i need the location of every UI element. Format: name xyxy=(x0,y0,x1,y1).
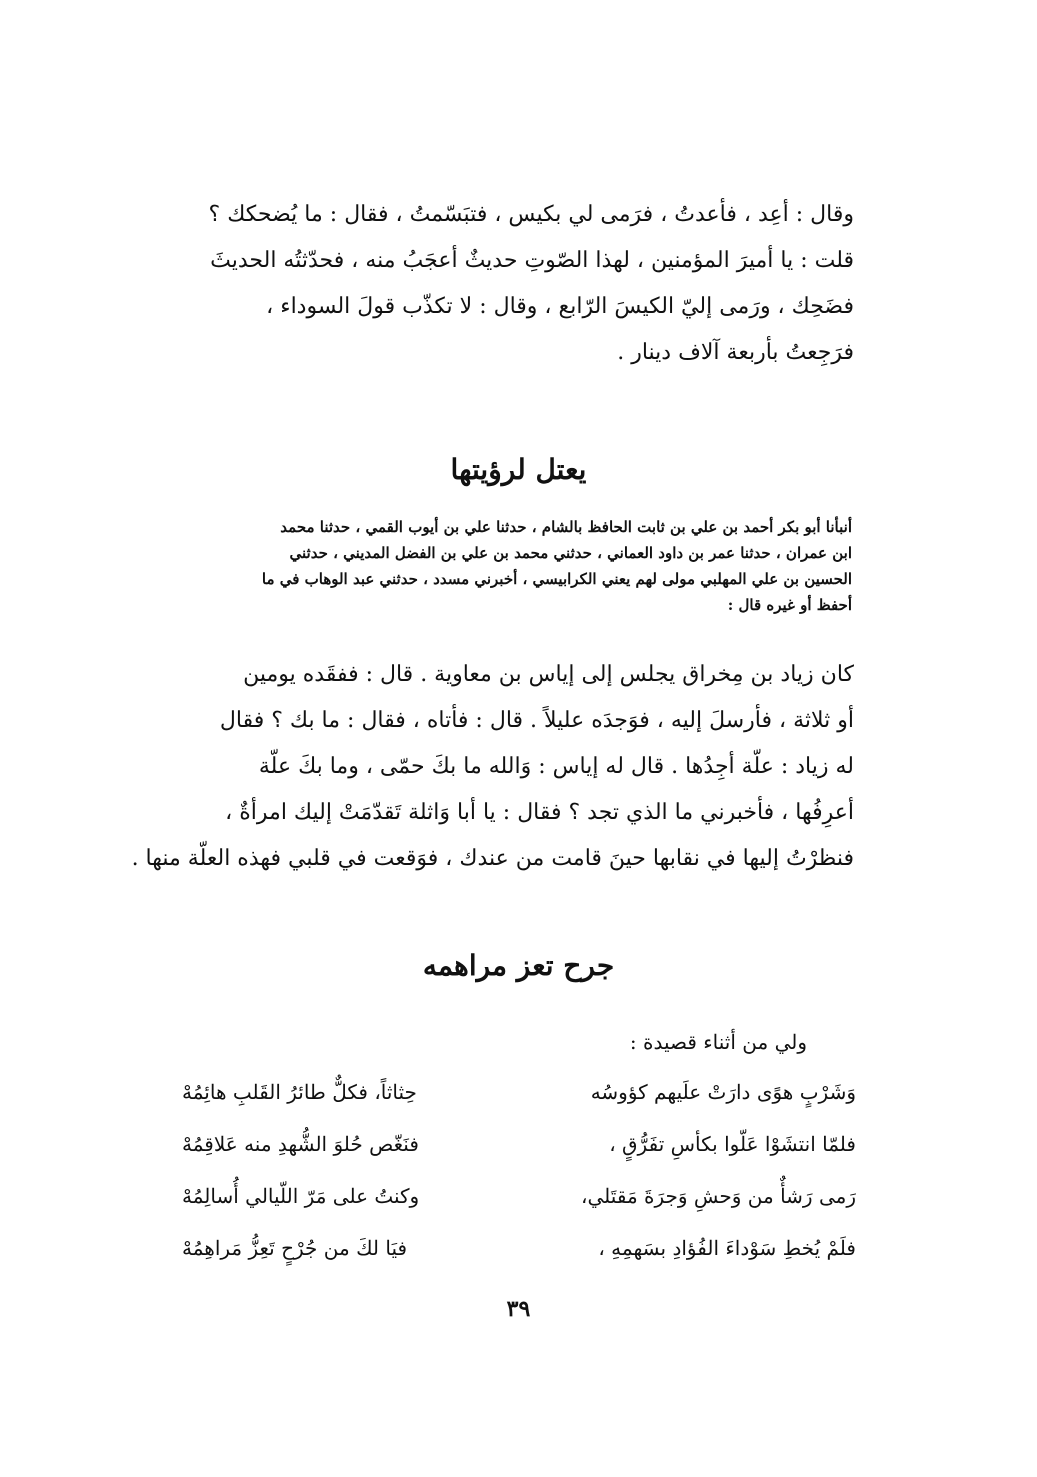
story-paragraph xyxy=(131,652,854,882)
isnad-paragraph xyxy=(196,514,852,618)
text-line: كان زياد بن مِخراق يجلس إلى إياس بن معاوية . قال : ففقَده يومين xyxy=(243,662,854,687)
text-line: أو ثلاثة ، فأرسلَ إليه ، فوَجدَه عليلاً . قال : فأتاه ، فقال : ما بك ؟ فقال xyxy=(219,708,854,733)
text-line: فرَجِعتُ بأربعة آلاف دينار . xyxy=(617,340,854,365)
poem-verse xyxy=(182,1118,856,1170)
text-line: له زياد : علّة أجِدُها . قال له إياس : وَالله ما بكَ حمّى ، وما بكَ علّة xyxy=(258,754,854,779)
hemistich-second: وكنتُ على مَرّ اللّيالي أُسالِمُهْ xyxy=(182,1184,420,1208)
hemistich-first: فلَمْ يُخطِ سَوْداءَ الفُؤادِ بسَهمِهِ ، xyxy=(598,1236,856,1260)
text-line: الحسين بن علي المهلبي مولى لهم يعني الكرابيسي ، أخبرني مسدد ، حدثني عبد الوهاب في ما xyxy=(261,570,852,588)
text-line: فضَحِك ، ورَمى إليّ الكيسَ الرّابع ، وقال : لا تكذّب قولَ السوداء ، xyxy=(266,294,854,319)
page-number: ٣٩ xyxy=(506,1296,531,1322)
section-title: جرح تعز مراهمه xyxy=(422,949,615,982)
hemistich-first: رَمى رَشأٌ من وَحشِ وَجرَةَ مَقتَلي، xyxy=(581,1184,856,1208)
poem-verse xyxy=(182,1170,856,1222)
text-line: أحفظ أو غيره قال : xyxy=(727,596,852,614)
hemistich-second: فنَغّص حُلوَ الشُّهدِ منه عَلاقِمُهْ xyxy=(182,1132,419,1156)
intro-paragraph xyxy=(190,192,854,376)
poem-intro: ولي من أثناء قصيدة : xyxy=(629,1030,807,1054)
hemistich-second: حِثاثاً، فكلٌّ طائرُ القَلبِ هائِمُهْ xyxy=(182,1080,417,1104)
hemistich-first: فلمّا انتشَوْا عَلّوا بكأسِ تفَرُّقٍ ، xyxy=(609,1132,856,1156)
section-title: يعتل لرؤيتها xyxy=(450,453,587,486)
hemistich-second: فيَا لكَ من جُرْحٍ تَعِزُّ مَراهِمُهْ xyxy=(182,1236,408,1260)
text-line: أنبأنا أبو بكر أحمد بن علي بن ثابت الحافظ بالشام ، حدثنا علي بن أيوب القمي ، حدثنا محمد xyxy=(280,518,852,536)
text-line: فنظرْتُ إليها في نقابها حينَ قامت من عندك ، فوَقعت في قلبي فهذه العلّة منها . xyxy=(131,846,854,871)
poem-verse xyxy=(182,1222,856,1274)
poem xyxy=(182,1066,856,1274)
text-line: وقال : أعِد ، فأعدتُ ، فرَمى لي بكيس ، فتبَسّمتُ ، فقال : ما يُضحكك ؟ xyxy=(208,202,854,227)
text-line: أعرِفُها ، فأخبرني ما الذي تجد ؟ فقال : يا أبا وَاثلة تَقدّمَتْ إليك امرأةٌ ، xyxy=(225,800,854,825)
hemistich-first: وَشَرْبٍ هوًى دارَتْ علَيهم كؤوسُه xyxy=(590,1080,856,1104)
text-line: ابن عمران ، حدثنا عمر بن داود العماني ، حدثني محمد بن علي بن الفضل المديني ، حدثني xyxy=(289,544,852,562)
poem-verse xyxy=(182,1066,856,1118)
text-line: قلت : يا أميرَ المؤمنين ، لهذا الصّوتِ حديثٌ أعجَبُ منه ، فحدّثتُه الحديثَ xyxy=(210,248,854,273)
